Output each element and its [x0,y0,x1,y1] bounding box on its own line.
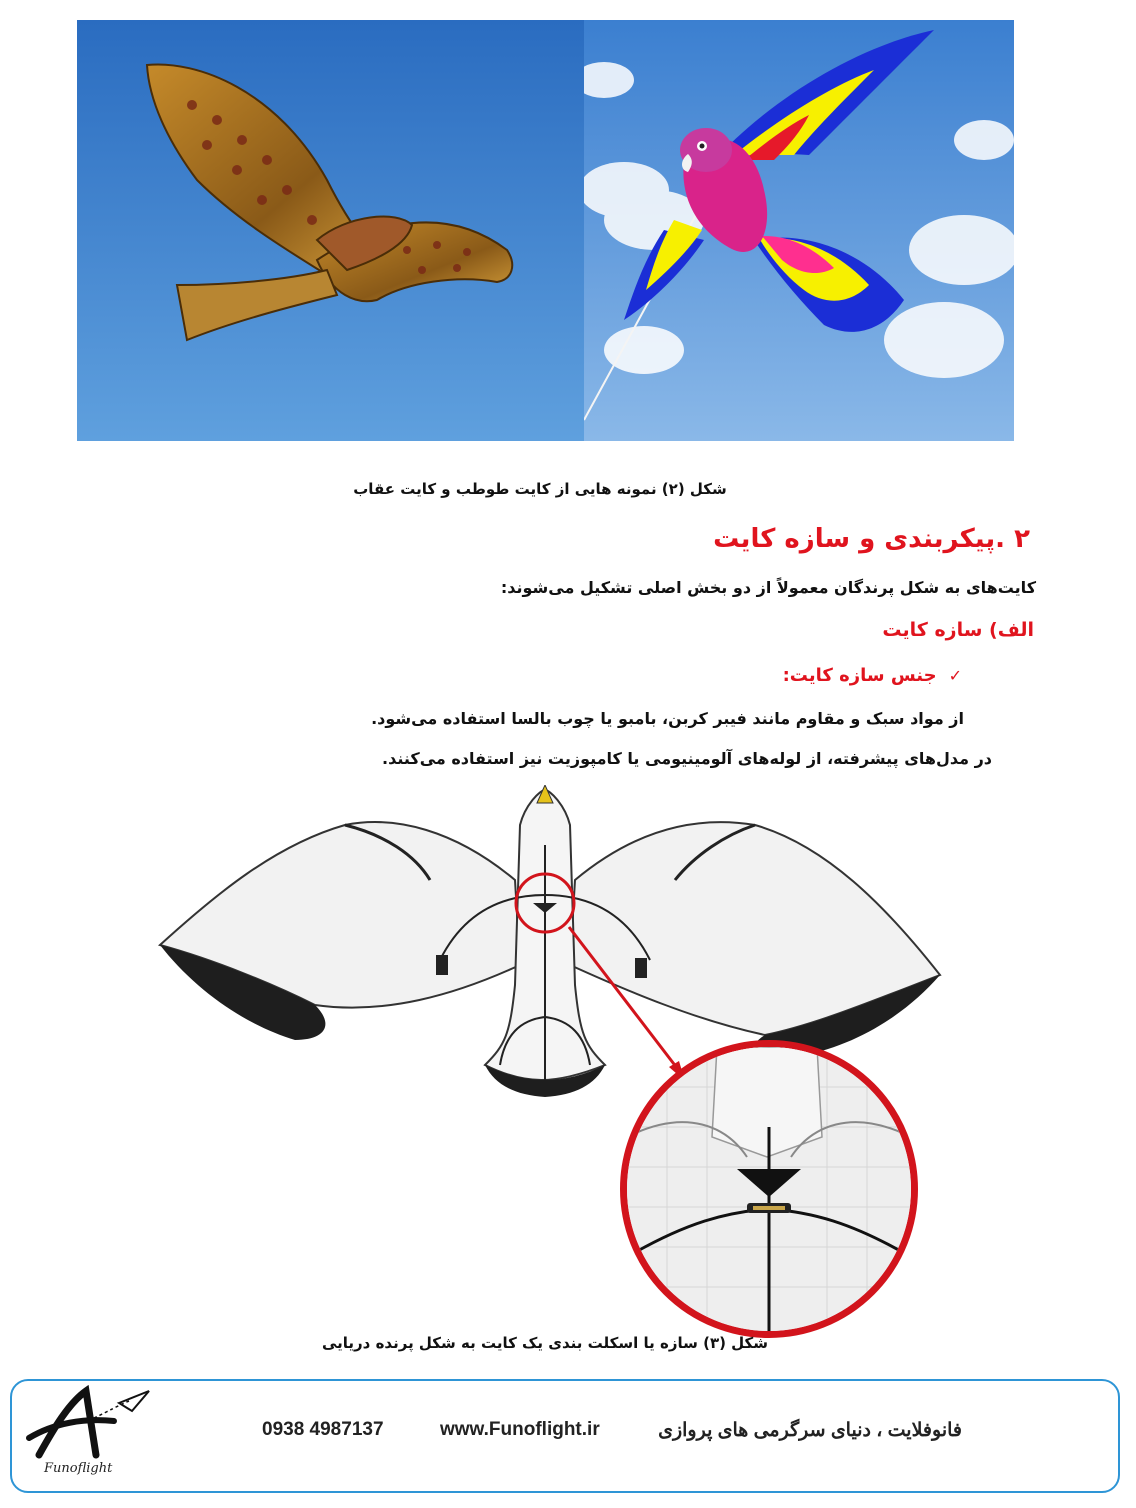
footer-box [10,1379,1120,1493]
bullet-row [783,665,962,686]
parrot-kite-photo [584,20,1014,441]
bullet-label: جنس سازه کایت: [782,665,937,686]
footer-phone: 0938 4987137 [262,1419,384,1440]
material-line-1: از مواد سبک و مقاوم مانند فیبر کربن، بامبو یا چوب بالسا استفاده می‌شود. [371,709,964,728]
footer-website[interactable]: www.Funoflight.ir [440,1419,600,1440]
subheading: الف) سازه کایت [882,619,1034,641]
footer-tagline: فانوفلایت ، دنیای سرگرمی های پروازی [658,1420,962,1441]
frame-detail-zoom [620,1040,918,1338]
logo-text: Funoflight [44,1461,113,1476]
section-heading: ۲ .پیکربندی و سازه کایت [713,524,1030,554]
eagle-kite-photo [77,20,584,441]
section-intro: کایت‌های به شکل پرندگان معمولاً از دو بخش اصلی تشکیل می‌شوند: [500,578,1036,597]
material-line-2: در مدل‌های پیشرفته، از لوله‌های آلومینیومی یا کامپوزیت نیز استفاده می‌کنند. [382,749,992,768]
funoflight-logo [24,1383,154,1483]
figure-2-caption: شکل (۲) نمونه هایی از کایت طوطب و کایت عقاب [353,480,727,498]
check-icon: ✓ [948,666,962,685]
figure-3-caption: شکل (۳) سازه یا اسکلت بندی یک کایت به شکل پرنده دریایی [321,1334,769,1352]
